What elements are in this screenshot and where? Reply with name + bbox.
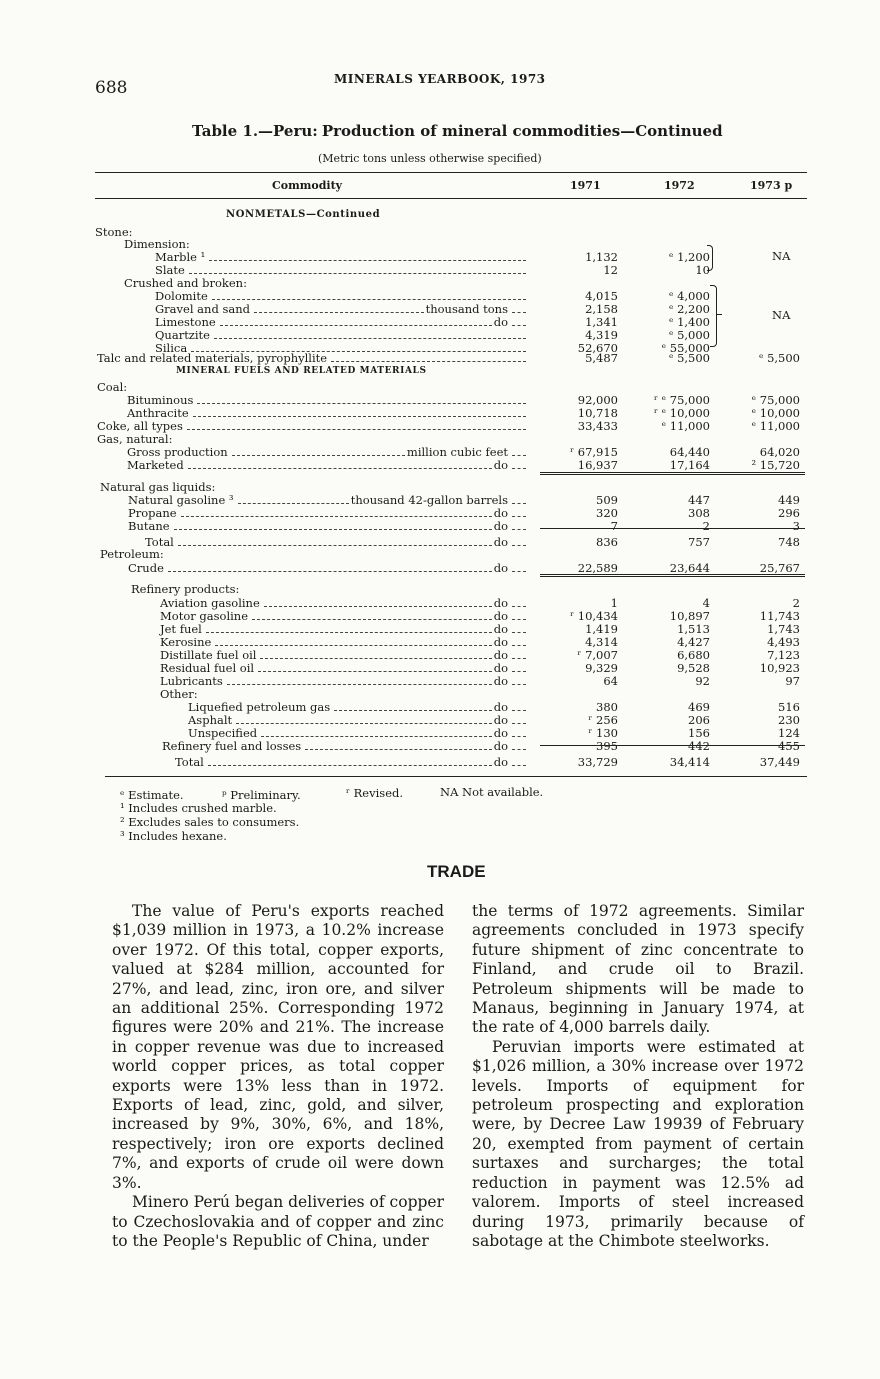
cell-1972: 469 (688, 700, 710, 714)
row-unit: million cubic feet (406, 445, 508, 459)
leader-dots (512, 710, 526, 711)
column-header-1972: 1972 (664, 179, 695, 192)
row-label-text: Lubricants (160, 674, 223, 688)
table-row (0, 583, 880, 596)
row-label-text: Stone: (95, 225, 133, 239)
footnote-2: ² Excludes sales to consumers. (120, 815, 300, 829)
cell-1972: 10 (695, 263, 710, 277)
leader-dots (334, 710, 492, 711)
leader-dots (212, 299, 526, 300)
row-label-text: Petroleum: (100, 547, 164, 561)
cell-1973: 10,923 (759, 661, 800, 675)
row-label-text: Refinery products: (131, 582, 240, 596)
row-label-text: Refinery fuel and losses (162, 739, 302, 753)
leader-dots (238, 503, 349, 504)
row-label (131, 583, 239, 596)
trade-paragraph: Peruvian imports were estimated at $1,026 million, a 30% increase over 1972 levels. Imports of equipment for petroleum prospecting and exploration were, by Decree Law 19939 of February 20, exempted from payment of certain surtaxes and surcharges; the total reduction in payment was 12.5% ad valorem. Imports of steel increased during 1973, primarily because of sabotage at the Chimbote steelworks. (472, 1037, 804, 1250)
cell-1973: 230 (778, 713, 800, 727)
row-label (155, 316, 528, 329)
cell-1972: 23,644 (669, 561, 710, 575)
brace-crushed-point (716, 314, 722, 315)
table-row (0, 303, 880, 316)
table-row (0, 623, 880, 636)
row-unit: do (493, 700, 508, 714)
table-number: Table 1.—Peru: (192, 122, 318, 140)
leader-dots (174, 529, 492, 530)
cell-1972: 757 (688, 535, 710, 549)
row-label (155, 329, 528, 342)
row-label (127, 459, 528, 472)
cell-1972: 206 (688, 713, 710, 727)
cell-1972: 6,680 (677, 648, 710, 662)
cell-1972: 9,528 (677, 661, 710, 675)
cell-1972: ᵉ 11,000 (661, 419, 710, 433)
leader-dots (512, 312, 526, 313)
brace-dimension (707, 245, 713, 271)
cell-1971: 4,319 (585, 328, 618, 342)
row-label-text: Dolomite (155, 289, 208, 303)
leader-dots (168, 571, 492, 572)
leader-dots (209, 260, 526, 261)
row-label (128, 562, 528, 575)
row-unit: do (493, 506, 508, 520)
leader-dots (512, 325, 526, 326)
table-row (0, 352, 880, 365)
column-header-commodity: Commodity (272, 179, 343, 192)
cell-1972: 156 (688, 726, 710, 740)
cell-1973: ᵉ 10,000 (751, 406, 800, 420)
table-top-rule (95, 172, 807, 173)
cell-1972: 4 (702, 596, 710, 610)
cell-1973: 748 (778, 535, 800, 549)
row-label-text: Talc and related materials, pyrophyllite (97, 351, 328, 365)
na-dimension: NA (772, 249, 791, 263)
row-label-text: Gross production (127, 445, 228, 459)
running-title: MINERALS YEARBOOK, 1973 (334, 72, 546, 86)
row-unit: do (493, 726, 508, 740)
table-bottom-rule (105, 776, 807, 777)
rule-crude (540, 574, 805, 577)
table-row (0, 756, 880, 769)
row-unit: do (493, 535, 508, 549)
cell-1971: 7 (610, 519, 618, 533)
cell-1972: ʳ ᵉ 75,000 (654, 393, 710, 407)
brace-crushed (710, 285, 717, 347)
row-label-text: Crude (128, 561, 164, 575)
leader-dots (512, 749, 526, 750)
leader-dots (261, 736, 492, 737)
row-unit: do (493, 519, 508, 533)
trade-paragraph: the terms of 1972 agreements. Similar agreements concluded in 1973 specify future shipment of zinc concentrate to Finland, and crude oil to Brazil. Petroleum shipments will be made to Manaus, beginning in January 1974, at the rate of 4,000 barrels daily. (472, 902, 804, 1037)
cell-1971: 2,158 (585, 302, 618, 316)
row-label-text: Kerosine (160, 635, 212, 649)
leader-dots (512, 503, 526, 504)
table-row (0, 316, 880, 329)
row-label-text: Coke, all types (97, 419, 183, 433)
table-subtitle: (Metric tons unless otherwise specified) (318, 152, 542, 165)
cell-1973: 296 (778, 506, 800, 520)
cell-1972: 10,897 (669, 609, 710, 623)
cell-1971: ʳ 10,434 (570, 609, 618, 623)
footnote-3: ³ Includes hexane. (120, 829, 227, 843)
footnote-na: NA Not available. (440, 785, 544, 799)
leader-dots (512, 529, 526, 530)
trade-left-column (112, 902, 444, 1251)
leader-dots (254, 312, 424, 313)
cell-1972: 92 (695, 674, 710, 688)
cell-1972: ᵉ 5,000 (668, 328, 710, 342)
cell-1971: 33,729 (577, 755, 618, 769)
cell-1973: 4,493 (767, 635, 800, 649)
row-label (188, 701, 528, 714)
leader-dots (512, 606, 526, 607)
row-label (160, 610, 528, 623)
row-unit: do (493, 648, 508, 662)
cell-1971: 1,132 (585, 250, 618, 264)
row-label-text: Quartzite (155, 328, 210, 342)
cell-1973: 516 (778, 700, 800, 714)
table-row (0, 636, 880, 649)
cell-1971: 836 (596, 535, 618, 549)
cell-1971: 33,433 (577, 419, 618, 433)
leader-dots (512, 736, 526, 737)
cell-1973: ᵉ 11,000 (751, 419, 800, 433)
row-label (175, 756, 528, 769)
leader-dots (227, 684, 492, 685)
row-label-text: Butane (128, 519, 170, 533)
column-header-1971: 1971 (570, 179, 601, 192)
row-label-text: Anthracite (127, 406, 189, 420)
leader-dots (178, 545, 492, 546)
cell-1973: 37,449 (759, 755, 800, 769)
table-row (0, 701, 880, 714)
cell-1973: 455 (778, 739, 800, 753)
leader-dots (187, 429, 526, 430)
row-label-text: Distillate fuel oil (160, 648, 257, 662)
leader-dots (193, 416, 526, 417)
na-crushed: NA (772, 308, 791, 322)
table-row (0, 740, 880, 753)
cell-1971: ʳ 67,915 (570, 445, 618, 459)
cell-1971: 4,015 (585, 289, 618, 303)
row-label-text: Crushed and broken: (124, 276, 247, 290)
row-unit: do (493, 561, 508, 575)
cell-1971: ʳ 256 (588, 713, 618, 727)
column-header-1973: 1973 p (750, 179, 793, 192)
row-unit: do (493, 609, 508, 623)
row-unit: do (493, 635, 508, 649)
row-unit: thousand 42-gallon barrels (350, 493, 508, 507)
leader-dots (232, 455, 405, 456)
table-title (192, 122, 723, 140)
row-label (155, 251, 528, 264)
table-row (0, 649, 880, 662)
leader-dots (512, 671, 526, 672)
leader-dots (197, 403, 526, 404)
cell-1972: ʳ ᵉ 10,000 (654, 406, 710, 420)
cell-1971: 16,937 (577, 458, 618, 472)
leader-dots (512, 571, 526, 572)
leader-dots (512, 455, 526, 456)
footnote-1: ¹ Includes crushed marble. (120, 801, 277, 815)
trade-heading: TRADE (427, 862, 486, 881)
page-number: 688 (95, 78, 128, 98)
table-row (0, 597, 880, 610)
row-label-text: Coal: (97, 380, 128, 394)
row-label (127, 407, 528, 420)
row-unit: do (493, 622, 508, 636)
row-label-text: Gravel and sand (155, 302, 250, 316)
row-unit: do (493, 596, 508, 610)
row-label-text: Total (145, 535, 174, 549)
cell-1973: 449 (778, 493, 800, 507)
row-label (128, 520, 528, 533)
cell-1971: 9,329 (585, 661, 618, 675)
leader-dots (220, 325, 492, 326)
cell-1973: 124 (778, 726, 800, 740)
table-row (0, 520, 880, 533)
row-label (97, 381, 127, 394)
cell-1973: 7,123 (767, 648, 800, 662)
cell-1972: 308 (688, 506, 710, 520)
leader-dots (512, 468, 526, 469)
leader-dots (181, 516, 492, 517)
row-label-text: Aviation gasoline (160, 596, 260, 610)
leader-dots (264, 606, 492, 607)
row-label-text: Propane (128, 506, 177, 520)
row-unit: do (493, 755, 508, 769)
row-label-text: Jet fuel (160, 622, 202, 636)
leader-dots (512, 723, 526, 724)
footnote-preliminary: ᵖ Preliminary. (222, 788, 301, 802)
leader-dots (189, 273, 526, 274)
cell-1973: ᵉ 75,000 (751, 393, 800, 407)
table-header-rule (95, 198, 807, 199)
row-label-text: Limestone (155, 315, 216, 329)
cell-1973: ² 15,720 (751, 458, 800, 472)
rule-refinery-total (540, 745, 805, 746)
cell-1971: ʳ 7,007 (577, 648, 618, 662)
row-label-text: Slate (155, 263, 185, 277)
leader-dots (188, 468, 492, 469)
row-label (162, 740, 528, 753)
cell-1972: ᵉ 5,500 (668, 351, 710, 365)
table-title-text: Production of mineral commodities—Continued (321, 122, 723, 140)
cell-1971: 1,341 (585, 315, 618, 329)
cell-1973: 97 (785, 674, 800, 688)
leader-dots (258, 671, 492, 672)
row-unit: thousand tons (425, 302, 508, 316)
cell-1971: 5,487 (585, 351, 618, 365)
row-label (160, 675, 528, 688)
leader-dots (215, 645, 491, 646)
cell-1973: 1,743 (767, 622, 800, 636)
row-label-text: Total (175, 755, 204, 769)
table-row (0, 329, 880, 342)
row-label (127, 446, 528, 459)
row-label-text: Residual fuel oil (160, 661, 255, 675)
cell-1973: 11,743 (759, 609, 800, 623)
table-row (0, 714, 880, 727)
cell-1972: 4,427 (677, 635, 710, 649)
leader-dots (512, 645, 526, 646)
cell-1971: 52,670 (577, 341, 618, 355)
leader-dots (512, 632, 526, 633)
cell-1972: ᵉ 1,400 (668, 315, 710, 329)
trade-paragraph: Minero Perú began deliveries of copper to Czechoslovakia and of copper and zinc to the People's Republic of China, under (112, 1193, 444, 1250)
table-row (0, 662, 880, 675)
row-label-text: Other: (160, 687, 198, 701)
table-row (0, 548, 880, 561)
row-label (128, 507, 528, 520)
footnote-estimate: ᵉ Estimate. (120, 788, 184, 802)
cell-1972: ᵉ 2,200 (668, 302, 710, 316)
rule-ngl-total (540, 528, 805, 529)
table-row (0, 688, 880, 701)
row-label-text: Motor gasoline (160, 609, 249, 623)
cell-1971: 509 (596, 493, 618, 507)
cell-1972: ᵉ 55,000 (661, 341, 710, 355)
row-label-text: Natural gas liquids: (100, 480, 216, 494)
row-unit: do (493, 674, 508, 688)
cell-1971: 4,314 (585, 635, 618, 649)
cell-1973: 3 (792, 519, 800, 533)
row-unit: do (493, 739, 508, 753)
cell-1972: 447 (688, 493, 710, 507)
section-mineral-fuels: MINERAL FUELS AND RELATED MATERIALS (176, 366, 427, 376)
cell-1973: ᵉ 5,500 (758, 351, 800, 365)
row-label-text: Silica (155, 341, 188, 355)
cell-1972: 442 (688, 739, 710, 753)
leader-dots (512, 658, 526, 659)
cell-1972: ᵉ 4,000 (668, 289, 710, 303)
cell-1971: 395 (596, 739, 618, 753)
table-row (0, 610, 880, 623)
leader-dots (331, 361, 526, 362)
table-row (0, 251, 880, 264)
leader-dots (512, 765, 526, 766)
row-unit: do (493, 458, 508, 472)
cell-1971: 380 (596, 700, 618, 714)
row-label-text: Unspecified (188, 726, 258, 740)
cell-1972: 2 (702, 519, 710, 533)
section-nonmetals: NONMETALS—Continued (226, 209, 381, 220)
leader-dots (512, 545, 526, 546)
cell-1971: 12 (603, 263, 618, 277)
cell-1973: 2 (792, 596, 800, 610)
trade-right-column (472, 902, 804, 1251)
table-row (0, 459, 880, 472)
row-label (160, 623, 528, 636)
cell-1971: 320 (596, 506, 618, 520)
row-label (128, 494, 528, 507)
leader-dots (252, 619, 492, 620)
row-label-text: Dimension: (124, 237, 190, 251)
row-label-text: Liquefied petroleum gas (188, 700, 331, 714)
row-unit: do (493, 661, 508, 675)
footnote-revised: ʳ Revised. (346, 786, 404, 800)
row-label-text: Bituminous (127, 393, 194, 407)
cell-1971: 92,000 (577, 393, 618, 407)
cell-1972: ᵉ 1,200 (668, 250, 710, 264)
cell-1971: 1 (610, 596, 618, 610)
row-label-text: Gas, natural: (97, 432, 173, 446)
cell-1972: 64,440 (669, 445, 710, 459)
table-row (0, 238, 880, 251)
leader-dots (512, 684, 526, 685)
row-label-text: Asphalt (188, 713, 233, 727)
leader-dots (512, 619, 526, 620)
cell-1972: 17,164 (669, 458, 710, 472)
leader-dots (214, 338, 526, 339)
leader-dots (236, 723, 492, 724)
row-unit: do (493, 713, 508, 727)
row-label (100, 548, 164, 561)
cell-1972: 1,513 (677, 622, 710, 636)
cell-1971: 22,589 (577, 561, 618, 575)
row-label (97, 352, 528, 365)
leader-dots (305, 749, 492, 750)
leader-dots (260, 658, 491, 659)
cell-1971: ʳ 130 (588, 726, 618, 740)
row-label-text: Marketed (127, 458, 184, 472)
row-unit: do (493, 315, 508, 329)
leader-dots (208, 765, 492, 766)
row-label-text: Natural gasoline ³ (128, 493, 234, 507)
cell-1972: 34,414 (669, 755, 710, 769)
cell-1971: 10,718 (577, 406, 618, 420)
table-row (0, 277, 880, 290)
table-row (0, 675, 880, 688)
table-row (0, 727, 880, 740)
cell-1971: 64 (603, 674, 618, 688)
leader-dots (512, 516, 526, 517)
cell-1971: 1,419 (585, 622, 618, 636)
cell-1973: 64,020 (759, 445, 800, 459)
row-label-text: Marble ¹ (155, 250, 206, 264)
rule-gas (540, 472, 805, 475)
leader-dots (206, 632, 492, 633)
cell-1973: 25,767 (759, 561, 800, 575)
trade-paragraph: The value of Peru's exports reached $1,039 million in 1973, a 10.2% increase over 1972. Of this total, copper exports, valued at $284 million, accounted for 27%, and lead, zinc, iron ore, and silver an additional 25%. Corresponding 1972 figures were 20% and 21%. The increase in copper revenue was due to increased world copper prices, as total copper exports were 13% less than in 1972. Exports of lead, zinc, gold, and silver, increased by 9%, 30%, 6%, and 18%, respectively; iron ore exports declined 7%, and exports of crude oil were down 3%. (112, 902, 444, 1192)
